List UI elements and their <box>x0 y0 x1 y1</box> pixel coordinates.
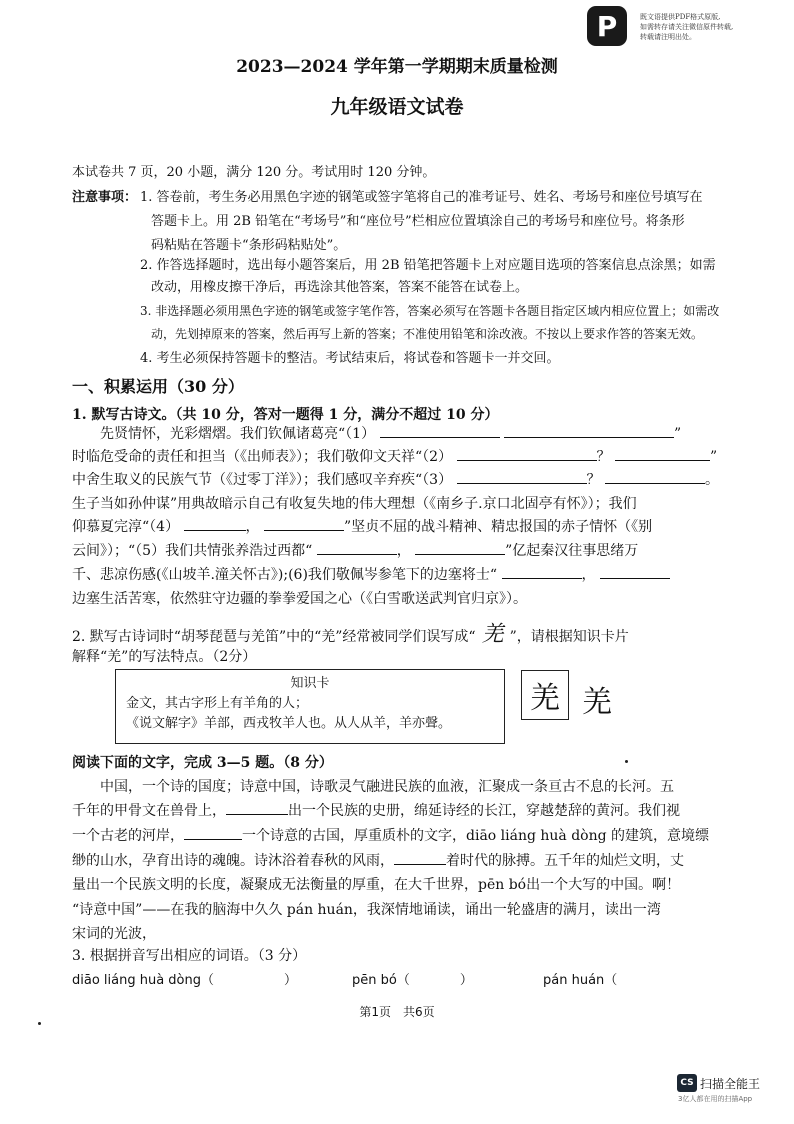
exam-subtitle: 九年级语文试卷 <box>330 96 464 118</box>
q1-text: ” <box>709 449 718 465</box>
notice-item: 3. 非选择题必须用黑色字迹的钢笔或签字笔作答，答案必须写在答题卡各题目指定区域内相应位置上；如需改 <box>140 304 720 318</box>
reading-text: 着时代的脉搏。五千年的灿烂文明，丈 <box>446 853 684 869</box>
answer-blank[interactable] <box>184 530 246 531</box>
q1-text: ？ <box>596 449 611 465</box>
reading-line <box>72 800 680 823</box>
question-1-stem: 1. 默写古诗文。（共 10 分，答对一题得 1 分，满分不超过 10 分） <box>72 407 499 423</box>
q1-text: 时临危受命的责任和担当（《出师表》）；我们敬仰文天祥“（2） <box>72 449 453 465</box>
pinyin-item <box>352 969 473 988</box>
reading-text: 缈的山水，孕育出诗的魂魄。诗沐浴着春秋的风雨， <box>72 853 394 869</box>
reading-line <box>72 850 684 873</box>
q1-text: 云间》）；“（5）我们共情张养浩过西都“ <box>72 543 313 559</box>
pinyin-text: pēn bó（ <box>352 973 410 988</box>
answer-blank[interactable] <box>605 483 705 484</box>
notice-item: 4. 考生必须保持答题卡的整洁。考试结束后，将试卷和答题卡一并交回。 <box>140 351 560 366</box>
q1-text: ”亿起秦汉往事思绪万 <box>505 543 639 559</box>
reading-line: “诗意中国”——在我的脑海中久久 pán huán，我深情地诵读，诵出一轮盛唐的满月，读出一湾 <box>72 902 661 918</box>
exam-title: 2023—2024 学年第一学期期末质量检测 <box>236 57 558 77</box>
q1-text: ？ <box>586 472 601 488</box>
q1-line: 生子当如孙仲谋”用典故暗示自己有收复失地的伟大理想（《南乡子.京口北固亭有怀》）；我们 <box>72 496 637 512</box>
scan-speck <box>38 1022 41 1025</box>
reading-text: 一个诗意的古国，厚重质朴的文字，diāo liáng huà dòng 的建筑，意境缥 <box>242 828 710 844</box>
reading-line: 中国，一个诗的国度；诗意中国，诗歌灵气融进民族的血液，汇聚成一条亘古不息的长河。五 <box>100 779 674 795</box>
pinyin-text: diāo liáng huà dòng（ <box>72 973 215 988</box>
q2-text: 2. 默写古诗词时“胡琴琵琶与羌笛”中的“羌”经常被同学们误写成“ <box>72 629 476 645</box>
knowledge-card-line: 《说文解字》羊部，西戎牧羊人也。从人从羊，羊亦聲。 <box>126 716 452 731</box>
publisher-note-line: 如需转存请关注微信原件转载, <box>640 23 734 31</box>
publisher-note-line: 既文语提供PDF格式原版, <box>640 13 721 21</box>
wrong-character: 羌 <box>481 622 504 647</box>
knowledge-card <box>115 669 505 744</box>
q1-line <box>100 423 681 446</box>
answer-blank[interactable] <box>394 864 446 865</box>
pinyin-text: ） <box>284 973 298 988</box>
answer-blank[interactable] <box>415 554 505 555</box>
notice-item: 2. 作答选择题时，选出每小题答案后，用 2B 铅笔把答题卡上对应题目选项的答案信息点涂黑；如需 <box>140 258 716 273</box>
reading-text: 出一个民族的史册，绵延诗经的长江，穿越楚辞的黄河。我们视 <box>288 803 680 819</box>
publisher-note <box>640 12 750 42</box>
notice-item: 改动，用橡皮擦干净后，再选涂其他答案，答案不能答在试卷上。 <box>151 280 529 295</box>
pinyin-item: pán huán（ <box>543 973 618 988</box>
knowledge-card-title: 知识卡 <box>290 676 330 691</box>
answer-blank[interactable] <box>317 554 397 555</box>
section-heading: 一、积累运用（30 分） <box>72 377 244 396</box>
answer-blank[interactable] <box>615 460 710 461</box>
publisher-logo-icon: P <box>587 6 627 46</box>
reading-line <box>72 825 709 848</box>
question-3-stem: 3. 根据拼音写出相应的词语。（3 分） <box>72 948 307 964</box>
q1-text: 先贤情怀，光彩熠熠。我们钦佩诸葛亮“（1） <box>100 426 376 442</box>
reading-line: 宋词的光波， <box>72 926 156 942</box>
pinyin-item <box>72 969 297 988</box>
answer-blank[interactable] <box>457 460 597 461</box>
q1-text: 仰慕夏完淳“（4） <box>72 519 180 535</box>
modern-glyph: 羌 <box>582 685 612 720</box>
q1-text: 千、悲凉伤感(《山坡羊.潼关怀古》);(6)我们敬佩岑参笔下的边塞将士“ <box>72 567 498 583</box>
answer-blank[interactable] <box>226 814 288 815</box>
answer-blank[interactable] <box>502 578 582 579</box>
q1-text: ， <box>581 567 596 583</box>
answer-blank[interactable] <box>184 839 242 840</box>
notice-item: 码粘贴在答题卡“条形码粘贴处”。 <box>151 238 347 253</box>
publisher-note-line: 转载请注明出处。 <box>640 33 696 41</box>
notice-item: 动，先划掉原来的答案，然后再写上新的答案；不准使用铅笔和涂改液。不按以上要求作答的答案无效。 <box>151 327 704 341</box>
ancient-glyph: 羌 <box>521 670 569 720</box>
q1-text: ” <box>673 426 682 442</box>
answer-blank[interactable] <box>380 437 500 438</box>
pinyin-text: ） <box>459 973 473 988</box>
q1-line <box>72 540 638 563</box>
notice-item: 答题卡上。用 2B 铅笔在“考场号”和“座位号”栏相应位置填涂自己的考场号和座位号。将条形 <box>151 214 685 229</box>
scanner-name: 扫描全能王 <box>700 1077 761 1091</box>
q2-text: ”，请根据知识卡片 <box>509 629 629 645</box>
q1-text: ， <box>245 519 260 535</box>
reading-line: 量出一个民族文明的长度，凝聚成无法衡量的厚重，在大千世界，pēn bó出一个大写的中国。啊！ <box>72 877 681 893</box>
scan-speck <box>625 760 628 763</box>
answer-blank[interactable] <box>600 578 670 579</box>
exam-intro: 本试卷共 7 页，20 小题，满分 120 分。考试用时 120 分钟。 <box>72 165 436 180</box>
q1-text: 中舍生取义的民族气节（《过零丁洋》）；我们感叹辛弃疾“（3） <box>72 472 453 488</box>
notice-item: 1. 答卷前，考生务必用黑色字迹的钢笔或签字笔将自己的准考证号、姓名、考场号和座位号填写在 <box>140 190 703 205</box>
notice-label: 注意事项： <box>72 190 138 205</box>
q1-line: 边塞生活苦寒，依然驻守边疆的拳拳爱国之心（《白雪歌送武判官归京》）。 <box>72 591 527 607</box>
page-number: 第1页 共6页 <box>359 1005 435 1019</box>
q1-text: ， <box>396 543 411 559</box>
q1-line <box>72 469 719 492</box>
reading-heading: 阅读下面的文字，完成 3—5 题。（8 分） <box>72 755 333 771</box>
scanner-logo-icon: CS <box>677 1074 697 1092</box>
answer-blank[interactable] <box>264 530 344 531</box>
answer-blank[interactable] <box>457 483 587 484</box>
reading-text: 千年的甲骨文在兽骨上， <box>72 803 226 819</box>
q1-text: 。 <box>704 472 719 488</box>
q1-line <box>72 516 652 539</box>
q1-line <box>72 564 670 587</box>
q1-text: ”坚贞不屈的战斗精神、精忠报国的赤子情怀（《别 <box>343 519 653 535</box>
answer-blank[interactable] <box>504 437 674 438</box>
q2-line: 解释“羌”的写法特点。（2分） <box>72 649 257 665</box>
reading-text: 一个古老的河岸， <box>72 828 184 844</box>
knowledge-card-line: 金文，其古字形上有羊角的人； <box>126 696 309 711</box>
scanner-tagline: 3亿人都在用的扫描App <box>678 1095 753 1103</box>
q1-line <box>72 446 717 469</box>
